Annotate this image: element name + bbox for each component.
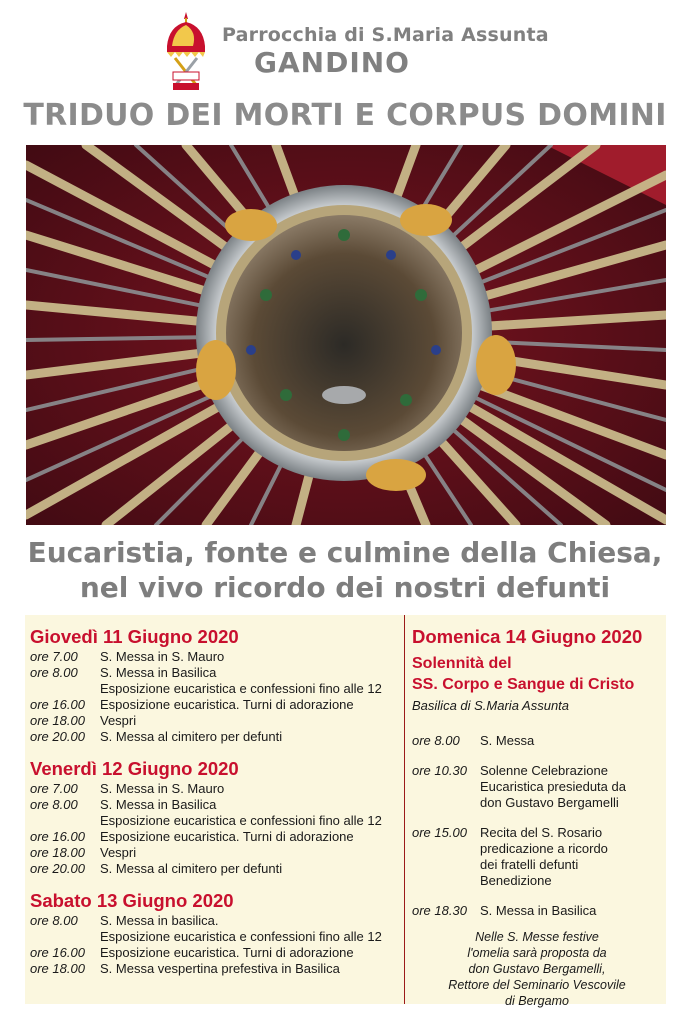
town-name: GANDINO bbox=[254, 46, 410, 79]
day-heading-sunday: Domenica 14 Giugno 2020 bbox=[412, 626, 643, 647]
parish-name: Parrocchia di S.Maria Assunta bbox=[222, 24, 549, 46]
column-divider bbox=[404, 615, 405, 1004]
list-item: ore 7.00 S. Messa in S. Mauro bbox=[30, 649, 225, 664]
list-item: ore 18.00 Vespri bbox=[30, 713, 137, 728]
day-heading-friday: Venerdì 12 Giugno 2020 bbox=[30, 758, 239, 779]
day-heading-saturday: Sabato 13 Giugno 2020 bbox=[30, 890, 234, 911]
list-item: ore 18.00 Vespri bbox=[30, 845, 137, 860]
page-title: TRIDUO DEI MORTI E CORPUS DOMINI bbox=[23, 98, 667, 133]
list-item: Esposizione eucaristica e confessioni fino alle 12 bbox=[100, 929, 382, 944]
list-item: ore 16.00 Esposizione eucaristica. Turni di adorazione bbox=[30, 829, 354, 844]
solemnity-heading: Solennità del bbox=[412, 655, 512, 672]
list-item: ore 18.00 S. Messa vespertina prefestiva in Basilica bbox=[30, 961, 340, 976]
list-item: ore 8.00 S. Messa in basilica. bbox=[30, 913, 219, 928]
list-item: ore 16.00 Esposizione eucaristica. Turni di adorazione bbox=[30, 945, 354, 960]
list-item: ore 16.00 Esposizione eucaristica. Turni di adorazione bbox=[30, 697, 354, 712]
monstrance-photo bbox=[26, 145, 666, 525]
day-heading-thursday: Giovedì 11 Giugno 2020 bbox=[30, 626, 239, 647]
subtitle-line-2: nel vivo ricordo dei nostri defunti bbox=[79, 571, 611, 604]
list-item: Esposizione eucaristica e confessioni fino alle 12 bbox=[100, 681, 382, 696]
venue-label: Basilica di S.Maria Assunta bbox=[412, 698, 570, 713]
list-item: ore 8.00 S. Messa in Basilica bbox=[30, 665, 217, 680]
list-item: ore 20.00 S. Messa al cimitero per defunti bbox=[30, 729, 283, 744]
subtitle bbox=[0, 535, 690, 605]
list-item: ore 20.00 S. Messa al cimitero per defunti bbox=[30, 861, 283, 876]
solemnity-heading-2: SS. Corpo e Sangue di Cristo bbox=[412, 676, 635, 693]
list-item: ore 7.00 S. Messa in S. Mauro bbox=[30, 781, 225, 796]
list-item: Esposizione eucaristica e confessioni fino alle 12 bbox=[100, 813, 382, 828]
header bbox=[0, 0, 690, 95]
list-item: ore 10.30 Solenne Celebrazione Eucaristica presieduta da don Gustavo Bergamelli bbox=[412, 763, 626, 810]
schedule-left-column bbox=[30, 625, 400, 977]
list-item: ore 8.00 S. Messa in Basilica bbox=[30, 797, 217, 812]
list-item: ore 18.30 S. Messa in Basilica bbox=[412, 903, 597, 918]
subtitle-line-1: Eucaristia, fonte e culmine della Chiesa, bbox=[27, 536, 663, 569]
basilica-emblem-icon bbox=[163, 10, 209, 92]
list-item: ore 15.00 Recita del S. Rosario predicazione a ricordo dei fratelli defunti Benedizione bbox=[412, 825, 608, 888]
schedule-right-column bbox=[412, 625, 662, 1009]
list-item: ore 8.00 S. Messa bbox=[412, 733, 535, 748]
homily-note: Nelle S. Messe festive l'omelia sarà proposta da don Gustavo Bergamelli, Rettore del Seminario Vescovile di Bergamo bbox=[448, 930, 626, 1008]
